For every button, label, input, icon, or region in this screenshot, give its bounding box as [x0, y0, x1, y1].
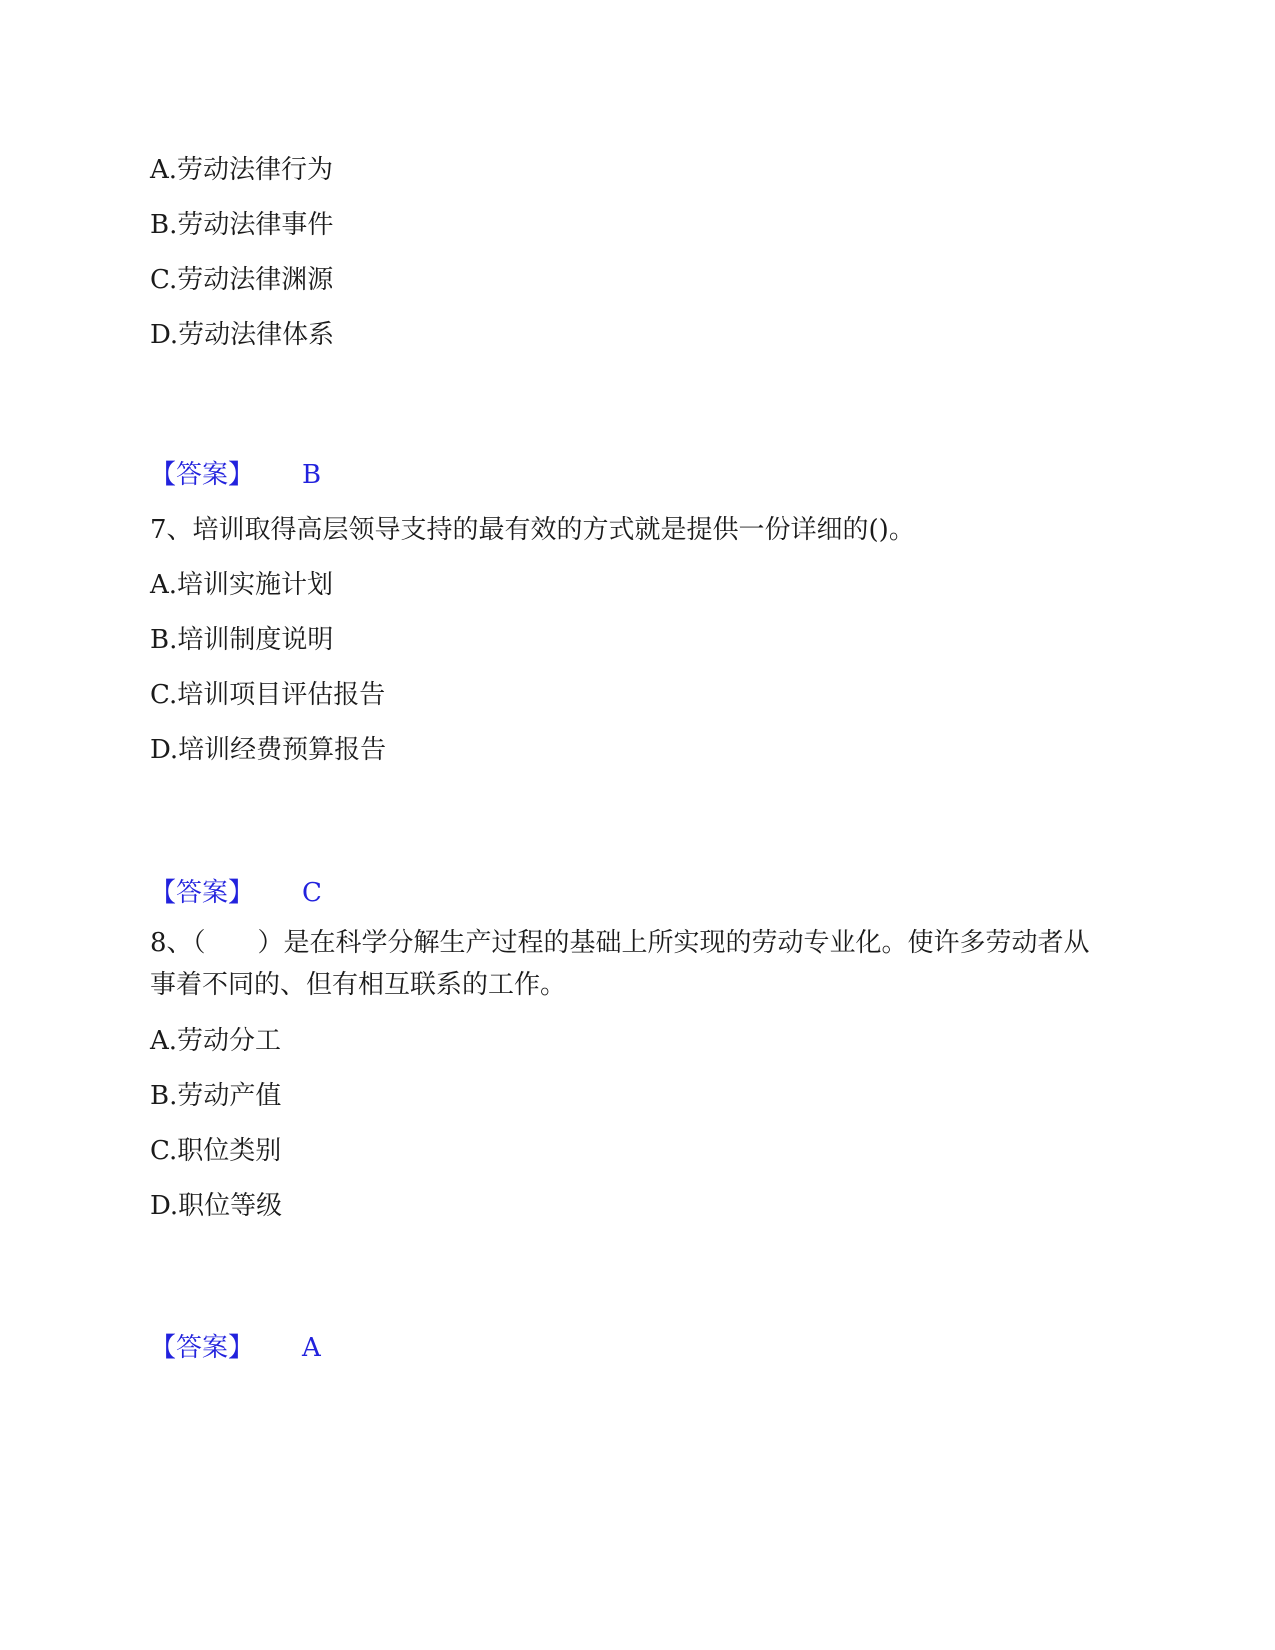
- q7-option-a: A.培训实施计划: [150, 570, 334, 600]
- q6-answer: [150, 460, 321, 490]
- q8-option-b: B.劳动产值: [150, 1081, 282, 1111]
- q6-option-c: C.劳动法律渊源: [150, 265, 334, 295]
- q6-option-d: D.劳动法律体系: [150, 320, 335, 350]
- q8-option-a: A.劳动分工: [150, 1026, 282, 1056]
- q7-question: 7、培训取得高层领导支持的最有效的方式就是提供一份详细的()。: [150, 515, 915, 545]
- q7-answer-value: C: [302, 878, 322, 908]
- q6-answer-value: B: [302, 460, 322, 490]
- q6-option-a: A.劳动法律行为: [150, 155, 334, 185]
- q8-answer-label: 【答案】: [150, 1333, 255, 1363]
- q7-option-c: C.培训项目评估报告: [150, 680, 386, 710]
- q8-option-c: C.职位类别: [150, 1136, 282, 1166]
- q7-option-b: B.培训制度说明: [150, 625, 334, 655]
- q6-answer-label: 【答案】: [150, 460, 255, 490]
- q8-option-d: D.职位等级: [150, 1191, 283, 1221]
- q7-option-d: D.培训经费预算报告: [150, 735, 387, 765]
- q7-answer-label: 【答案】: [150, 878, 255, 908]
- q8-answer-value: A: [302, 1333, 321, 1363]
- q7-answer: [150, 878, 322, 908]
- q6-option-b: B.劳动法律事件: [150, 210, 334, 240]
- q8-answer: [150, 1333, 321, 1363]
- q8-question: 8、（ ）是在科学分解生产过程的基础上所实现的劳动专业化。使许多劳动者从事着不同的、但有相互联系的工作。: [150, 928, 1090, 1000]
